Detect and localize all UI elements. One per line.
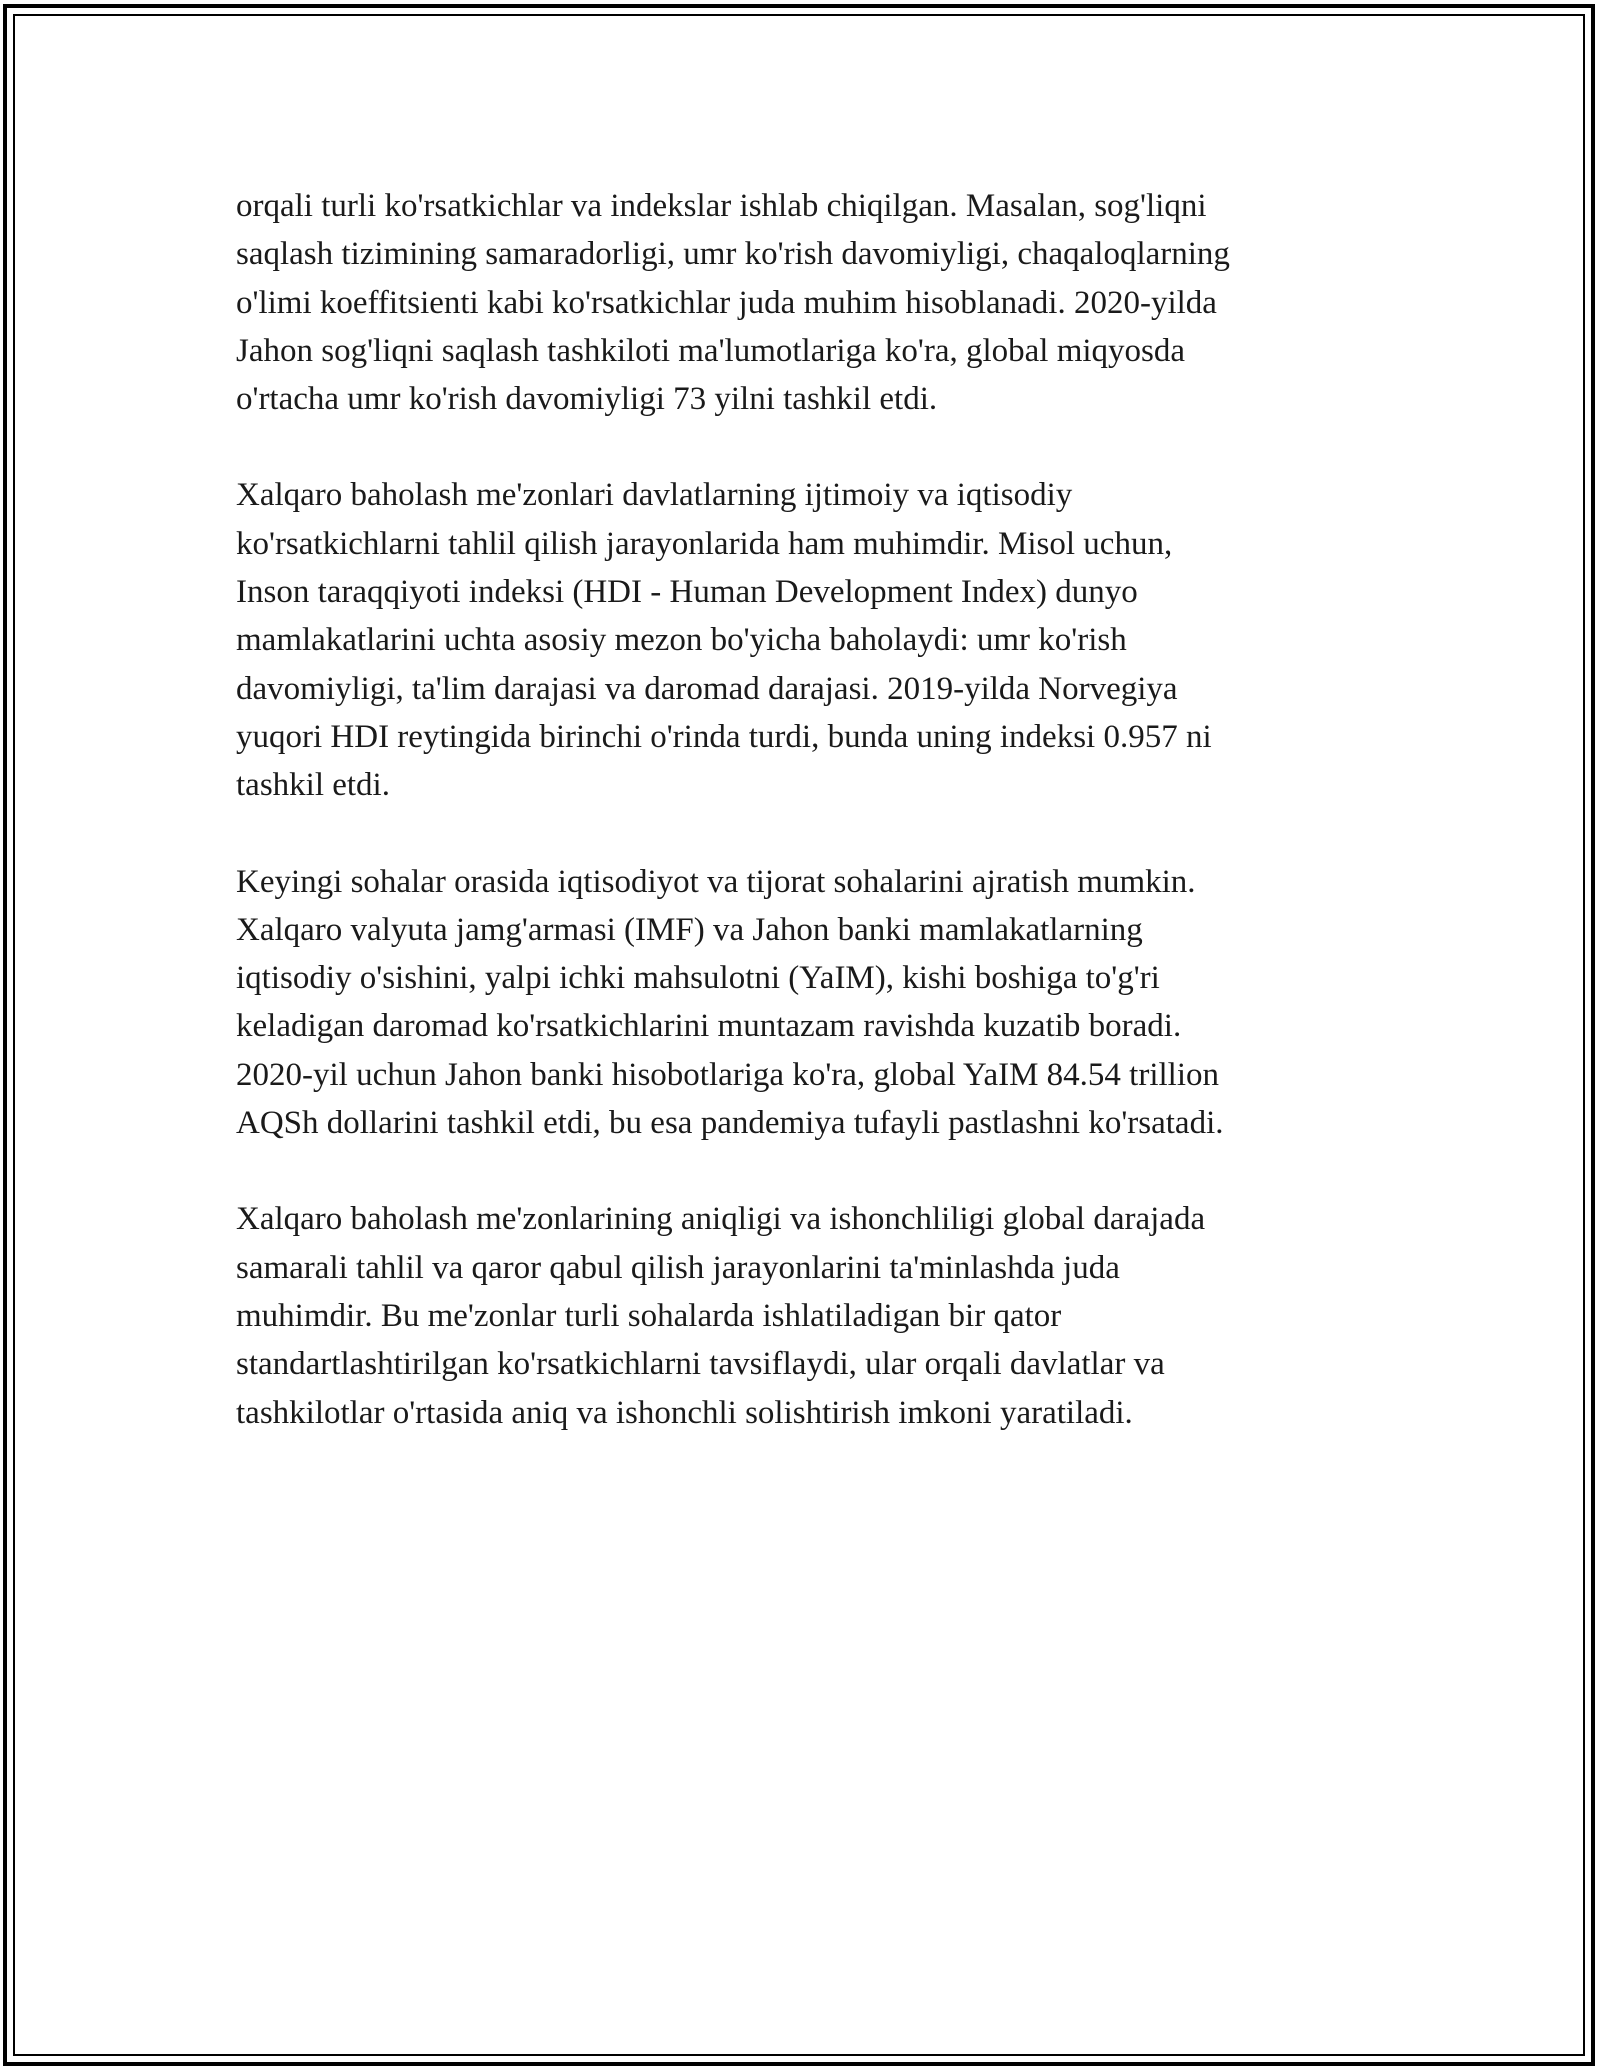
text-line: o'limi koeffitsienti kabi ko'rsatkichlar juda muhim hisoblanadi. 2020-yilda bbox=[236, 284, 1217, 321]
paragraph-economy-trade bbox=[236, 858, 1361, 1148]
text-line: Xalqaro valyuta jamg'armasi (IMF) va Jahon banki mamlakatlarning bbox=[236, 911, 1143, 948]
paragraph-conclusion bbox=[236, 1195, 1361, 1436]
text-line: davomiyligi, ta'lim darajasi va daromad darajasi. 2019-yilda Norvegiya bbox=[236, 670, 1178, 707]
text-line: iqtisodiy o'sishini, yalpi ichki mahsulotni (YaIM), kishi boshiga to'g'ri bbox=[236, 960, 1160, 997]
text-line: 2020-yil uchun Jahon banki hisobotlariga ko'ra, global YaIM 84.54 trillion bbox=[236, 1056, 1220, 1093]
text-line: tashkilotlar o'rtasida aniq va ishonchli solishtirish imkoni yaratiladi. bbox=[236, 1394, 1133, 1431]
text-line: o'rtacha umr ko'rish davomiyligi 73 yilni tashkil etdi. bbox=[236, 381, 938, 418]
text-line: orqali turli ko'rsatkichlar va indekslar ishlab chiqilgan. Masalan, sog'liqni bbox=[236, 188, 1207, 224]
text-line: AQSh dollarini tashkil etdi, bu esa pandemiya tufayli pastlashni ko'rsatadi. bbox=[236, 1105, 1224, 1142]
text-line: Xalqaro baholash me'zonlari davlatlarning ijtimoiy va iqtisodiy bbox=[236, 477, 1073, 514]
text-line: tashkil etdi. bbox=[236, 767, 390, 804]
text-line: standartlashtirilgan ko'rsatkichlarni tavsiflaydi, ular orqali davlatlar va bbox=[236, 1346, 1165, 1383]
text-line: ko'rsatkichlarni tahlil qilish jarayonlarida ham muhimdir. Misol uchun, bbox=[236, 525, 1173, 562]
text-line: Jahon sog'liqni saqlash tashkiloti ma'lumotlariga ko'ra, global miqyosda bbox=[236, 332, 1186, 369]
text-line: samarali tahlil va qaror qabul qilish jarayonlarini ta'minlashda juda bbox=[236, 1249, 1120, 1286]
document-body bbox=[236, 182, 1361, 1485]
text-line: Xalqaro baholash me'zonlarining aniqligi va ishonchliligi global darajada bbox=[236, 1201, 1206, 1238]
text-line: mamlakatlarini uchta asosiy mezon bo'yicha baholaydi: umr ko'rish bbox=[236, 622, 1127, 659]
text-line: yuqori HDI reytingida birinchi o'rinda turdi, bunda uning indeksi 0.957 ni bbox=[236, 718, 1212, 755]
text-line: keladigan daromad ko'rsatkichlarini muntazam ravishda kuzatib boradi. bbox=[236, 1008, 1182, 1045]
text-line: muhimdir. Bu me'zonlar turli sohalarda ishlatiladigan bir qator bbox=[236, 1297, 1062, 1334]
text-line: saqlash tizimining samaradorligi, umr ko'rish davomiyligi, chaqaloqlarning bbox=[236, 236, 1230, 273]
text-line: Keyingi sohalar orasida iqtisodiyot va tijorat sohalarini ajratish mumkin. bbox=[236, 863, 1196, 900]
paragraph-health-indicators bbox=[236, 182, 1361, 423]
text-line: Inson taraqqiyoti indeksi (HDI - Human Development Index) dunyo bbox=[236, 574, 1138, 611]
paragraph-social-economic-indicators bbox=[236, 471, 1361, 809]
